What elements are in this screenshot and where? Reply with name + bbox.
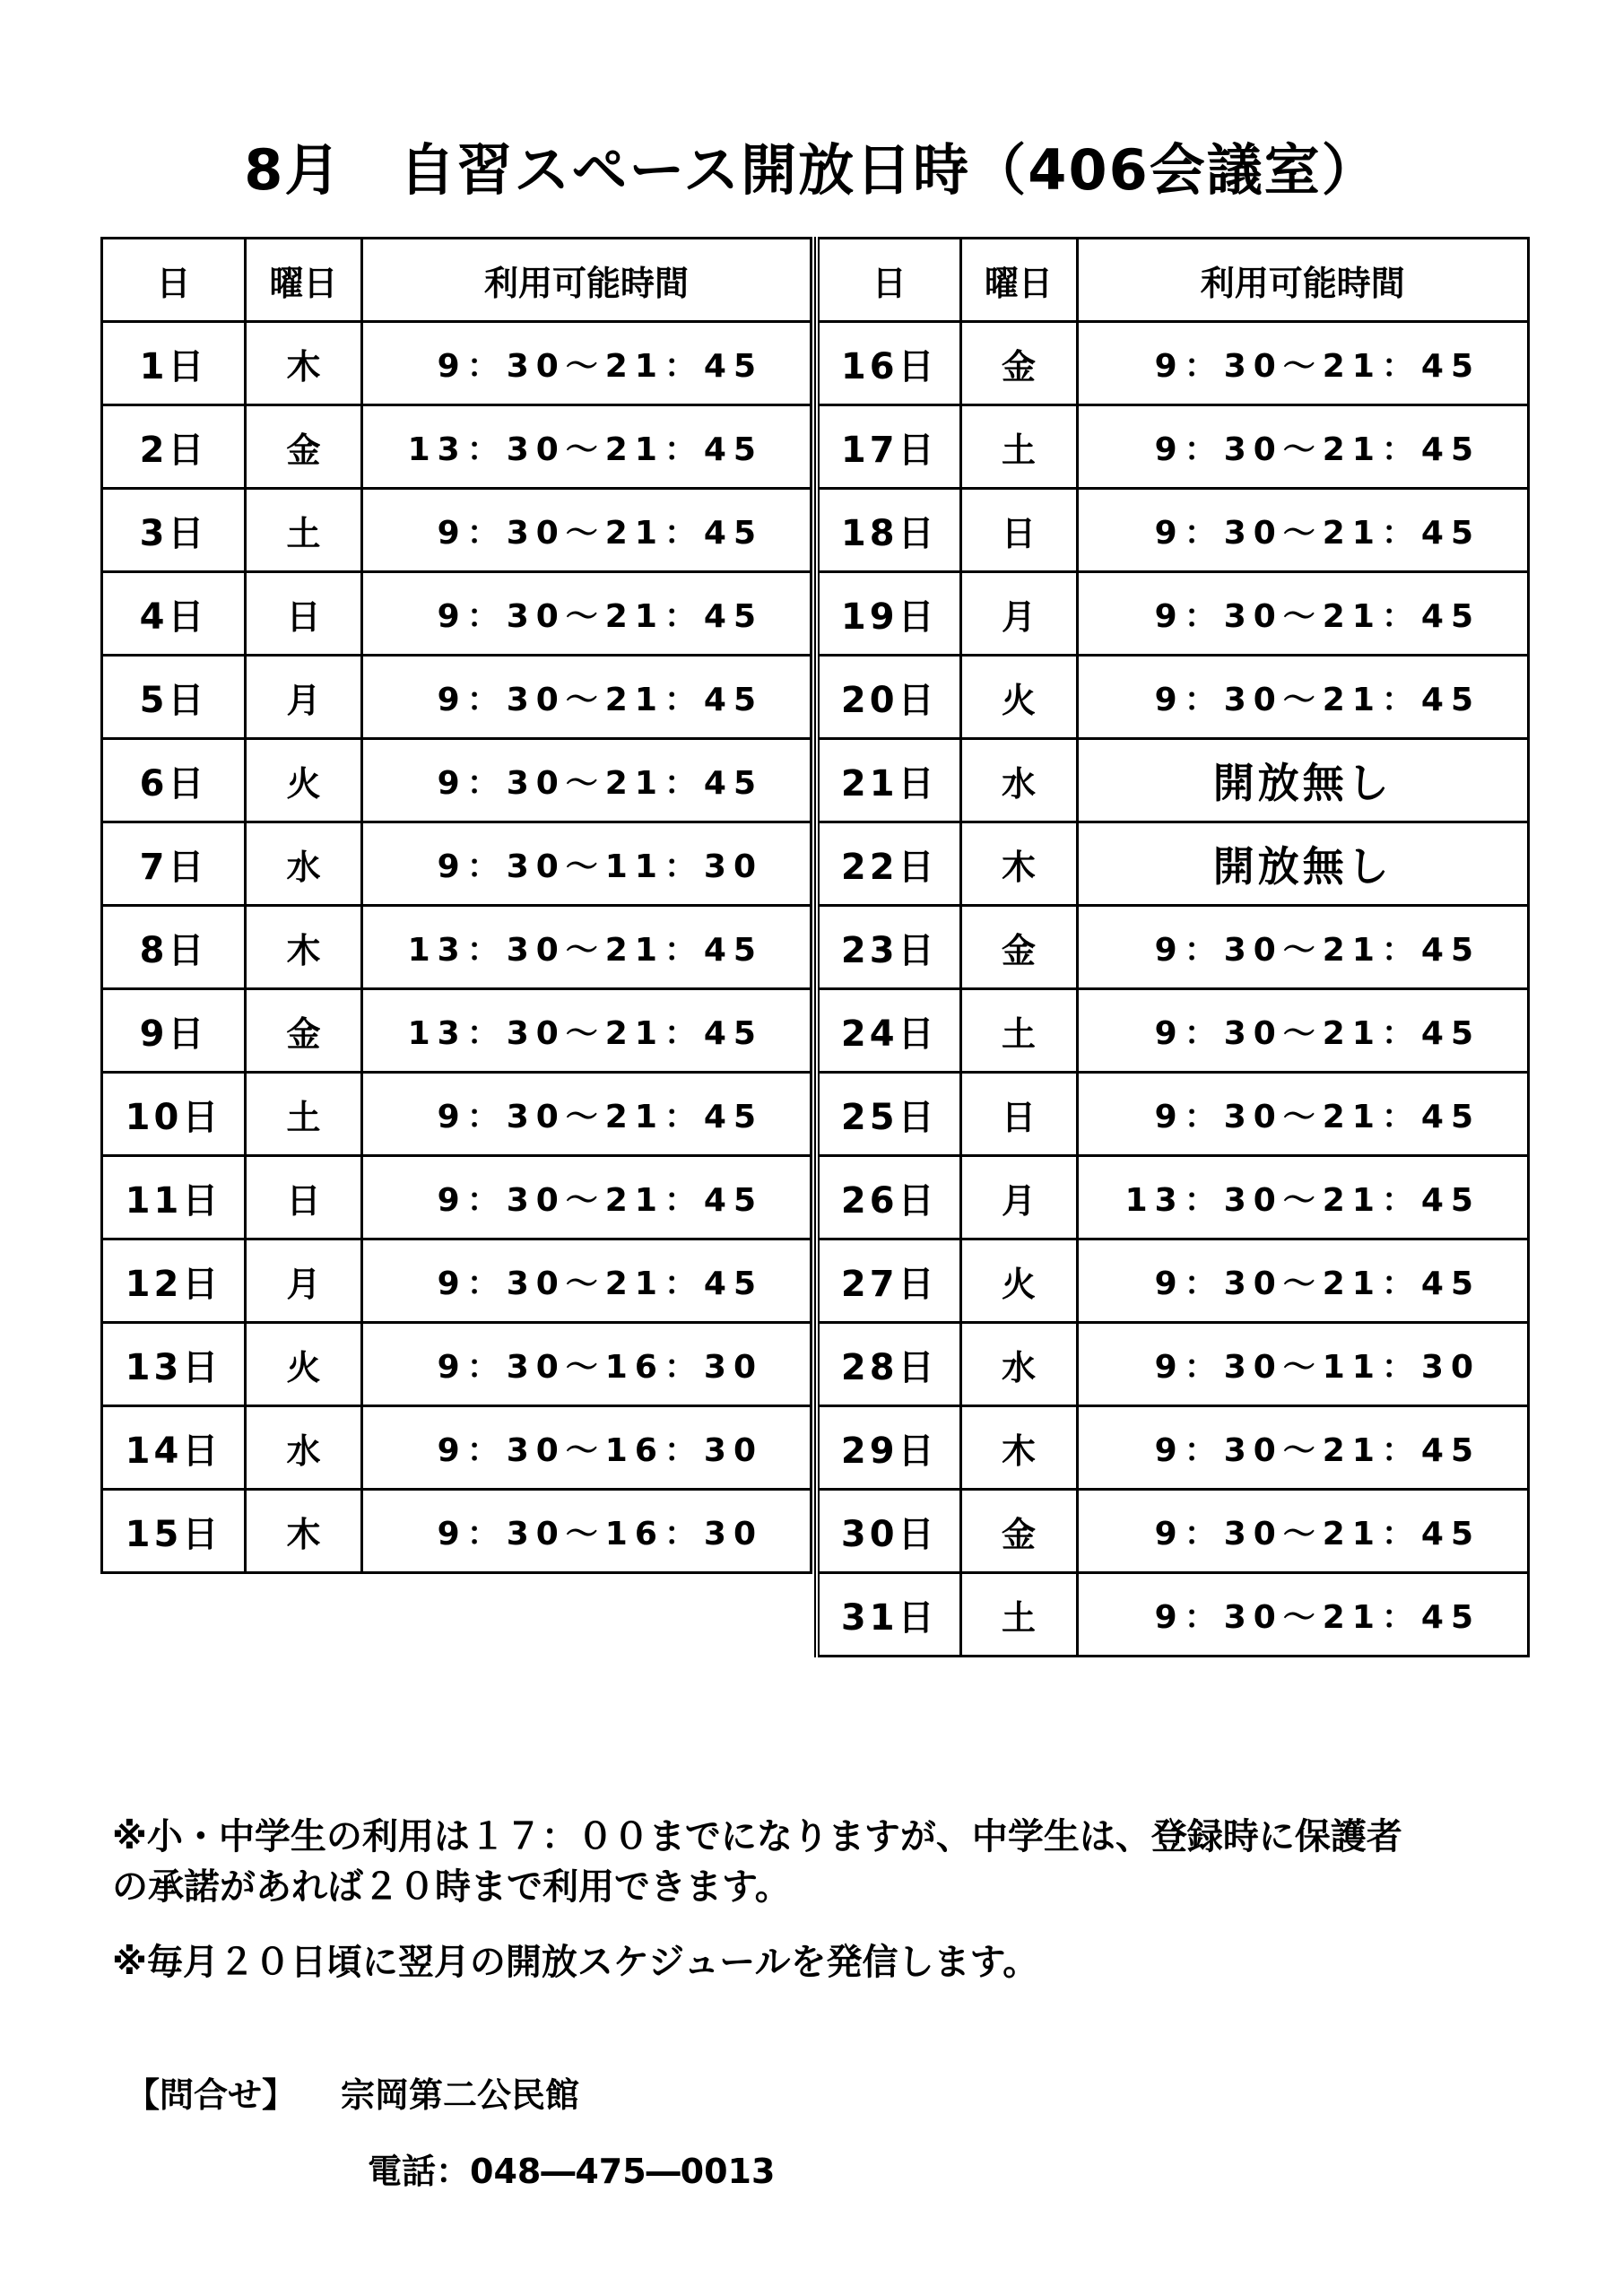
day-cell: 23日 [817,906,960,989]
table-row [817,1073,1529,1156]
contact-organization: 宗岡第二公民館 [341,2075,580,2115]
table-row [102,1490,812,1573]
weekday-cell: 金 [960,322,1077,405]
weekday-cell: 日 [960,489,1077,572]
day-cell: 25日 [817,1073,960,1156]
weekday-cell: 月 [246,1239,362,1323]
table-header-row [102,239,812,322]
table-row [102,489,812,572]
weekday-cell: 金 [246,405,362,489]
time-cell: 9：30～11：30 [362,822,812,906]
header-weekday: 曜日 [960,239,1077,322]
weekday-cell: 水 [960,1323,1077,1406]
day-cell: 4日 [102,572,246,656]
day-cell: 11日 [102,1156,246,1239]
day-cell: 1日 [102,322,246,405]
table-row [817,656,1529,739]
time-cell: 開放無し [1077,822,1529,906]
time-cell: 9：30～21：45 [362,489,812,572]
table-row [102,405,812,489]
weekday-cell: 土 [246,489,362,572]
time-cell: 9：30～21：45 [1077,989,1529,1073]
weekday-cell: 日 [960,1073,1077,1156]
note-line: ※小・中学生の利用は１７：００までになりますが、中学生は、登録時に保護者 [112,1816,1402,1857]
day-cell: 5日 [102,656,246,739]
time-cell: 9：30～21：45 [362,572,812,656]
day-cell: 10日 [102,1073,246,1156]
weekday-cell: 火 [960,1239,1077,1323]
day-cell: 7日 [102,822,246,906]
weekday-cell: 月 [960,572,1077,656]
table-row [102,656,812,739]
table-header-row [817,239,1529,322]
time-cell: 9：30～21：45 [1077,1573,1529,1657]
weekday-cell: 木 [960,1406,1077,1490]
table-row [102,572,812,656]
weekday-cell: 火 [960,656,1077,739]
day-cell: 3日 [102,489,246,572]
note-line: の承諾があれば２０時まで利用できます。 [112,1866,791,1908]
weekday-cell: 月 [246,656,362,739]
day-cell: 16日 [817,322,960,405]
table-row [817,906,1529,989]
time-cell: 9：30～21：45 [1077,1490,1529,1573]
time-cell: 9：30～16：30 [362,1323,812,1406]
day-cell: 2日 [102,405,246,489]
time-cell: 13：30～21：45 [362,906,812,989]
time-cell: 9：30～21：45 [362,1156,812,1239]
weekday-cell: 水 [246,1406,362,1490]
table-row [102,822,812,906]
weekday-cell: 木 [960,822,1077,906]
weekday-cell: 土 [246,1073,362,1156]
contact-label: 【問合せ】 [126,2075,297,2115]
day-cell: 17日 [817,405,960,489]
time-cell: 9：30～11：30 [1077,1323,1529,1406]
weekday-cell: 金 [246,989,362,1073]
time-cell: 9：30～21：45 [1077,656,1529,739]
weekday-cell: 木 [246,1490,362,1573]
schedule-table-right [814,237,1530,1657]
day-cell: 20日 [817,656,960,739]
day-cell: 22日 [817,822,960,906]
time-cell: 9：30～21：45 [362,656,812,739]
table-row [102,989,812,1073]
weekday-cell: 日 [246,572,362,656]
day-cell: 15日 [102,1490,246,1573]
contact-phone: 電話：048―475―0013 [368,2152,776,2191]
table-row [817,989,1529,1073]
time-cell: 13：30～21：45 [362,405,812,489]
day-cell: 14日 [102,1406,246,1490]
table-row [817,1573,1529,1657]
table-row [817,572,1529,656]
table-row [817,739,1529,822]
weekday-cell: 金 [960,906,1077,989]
day-cell: 27日 [817,1239,960,1323]
header-day: 日 [817,239,960,322]
day-cell: 12日 [102,1239,246,1323]
table-row [817,1406,1529,1490]
time-cell: 9：30～21：45 [1077,572,1529,656]
schedule-table-left [100,237,812,1574]
time-cell: 9：30～21：45 [1077,1406,1529,1490]
day-cell: 29日 [817,1406,960,1490]
day-cell: 18日 [817,489,960,572]
weekday-cell: 月 [960,1156,1077,1239]
time-cell: 9：30～16：30 [362,1406,812,1490]
table-row [817,1156,1529,1239]
time-cell: 9：30～21：45 [362,1239,812,1323]
time-cell: 9：30～21：45 [1077,405,1529,489]
header-time: 利用可能時間 [1077,239,1529,322]
time-cell: 9：30～21：45 [362,322,812,405]
weekday-cell: 土 [960,1573,1077,1657]
day-cell: 26日 [817,1156,960,1239]
table-row [102,739,812,822]
weekday-cell: 木 [246,322,362,405]
header-weekday: 曜日 [246,239,362,322]
table-row [102,1406,812,1490]
time-cell: 9：30～21：45 [1077,1073,1529,1156]
time-cell: 9：30～16：30 [362,1490,812,1573]
time-cell: 9：30～21：45 [1077,322,1529,405]
weekday-cell: 金 [960,1490,1077,1573]
note-schedule-release: ※毎月２０日頃に翌月の開放スケジュールを発信します。 [112,1942,1039,1983]
day-cell: 28日 [817,1323,960,1406]
day-cell: 6日 [102,739,246,822]
time-cell: 9：30～21：45 [1077,1239,1529,1323]
table-row [102,1239,812,1323]
page-title: 8月 自習スペース開放日時（406会議室） [244,137,1379,203]
weekday-cell: 火 [246,1323,362,1406]
table-row [817,489,1529,572]
header-day: 日 [102,239,246,322]
table-row [102,906,812,989]
day-cell: 8日 [102,906,246,989]
weekday-cell: 火 [246,739,362,822]
weekday-cell: 水 [246,822,362,906]
time-cell: 13：30～21：45 [362,989,812,1073]
time-cell: 9：30～21：45 [362,739,812,822]
table-row [817,405,1529,489]
weekday-cell: 土 [960,405,1077,489]
weekday-cell: 土 [960,989,1077,1073]
time-cell: 開放無し [1077,739,1529,822]
note-student-usage [112,1812,1529,1912]
header-time: 利用可能時間 [362,239,812,322]
time-cell: 9：30～21：45 [1077,489,1529,572]
time-cell: 9：30～21：45 [1077,906,1529,989]
day-cell: 24日 [817,989,960,1073]
table-row [102,1073,812,1156]
weekday-cell: 水 [960,739,1077,822]
day-cell: 19日 [817,572,960,656]
table-row [817,1239,1529,1323]
table-row [102,322,812,405]
table-row [102,1156,812,1239]
time-cell: 13：30～21：45 [1077,1156,1529,1239]
table-row [817,1490,1529,1573]
day-cell: 21日 [817,739,960,822]
weekday-cell: 日 [246,1156,362,1239]
table-row [817,322,1529,405]
time-cell: 9：30～21：45 [362,1073,812,1156]
table-row [817,822,1529,906]
table-row [817,1323,1529,1406]
weekday-cell: 木 [246,906,362,989]
day-cell: 9日 [102,989,246,1073]
table-row [102,1323,812,1406]
day-cell: 31日 [817,1573,960,1657]
day-cell: 30日 [817,1490,960,1573]
day-cell: 13日 [102,1323,246,1406]
